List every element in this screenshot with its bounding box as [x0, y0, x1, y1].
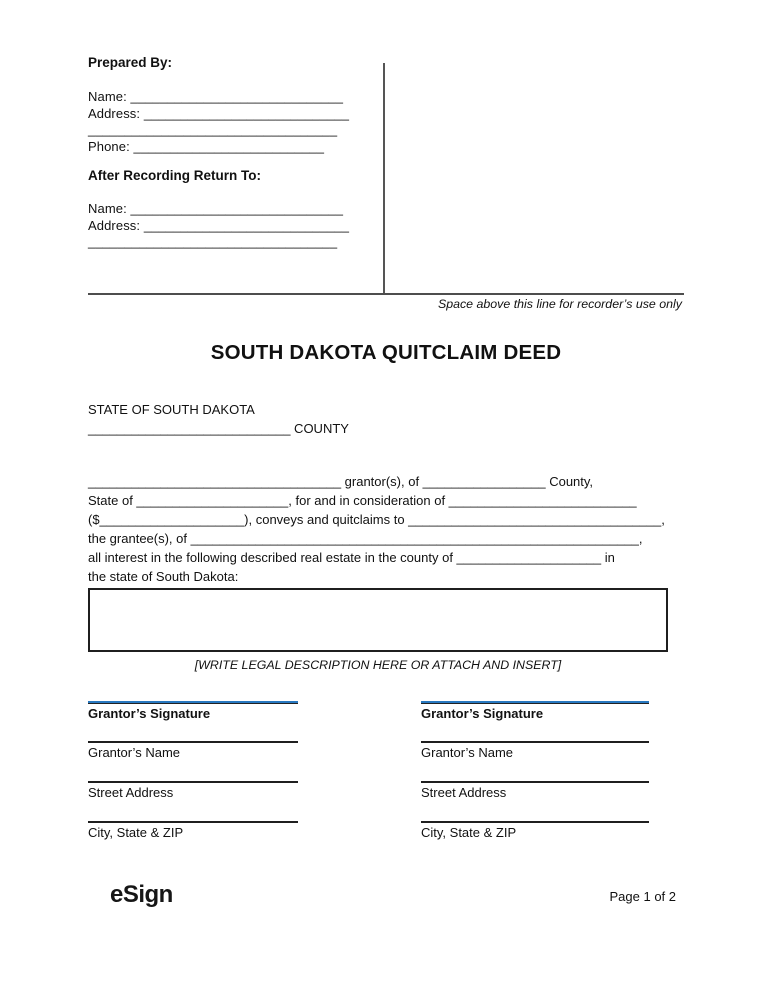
prepared-name-field[interactable]: Name: _____________________________	[88, 89, 344, 104]
street-row	[88, 781, 298, 821]
city-state-zip-label: City, State & ZIP	[88, 825, 184, 840]
page-footer	[88, 880, 684, 910]
prepared-address-field[interactable]: Address: ____________________________	[88, 105, 350, 121]
deed-body-line-6: the state of South Dakota:	[88, 569, 239, 584]
vertical-divider	[383, 63, 385, 293]
street-row	[421, 781, 649, 821]
grantor-signature-block-right	[421, 701, 649, 861]
recorder-left-block	[88, 55, 684, 251]
state-county-block	[88, 400, 684, 438]
deed-body-line-4[interactable]: the grantee(s), of ______________________________________________________________,	[88, 531, 643, 546]
prepared-phone-field[interactable]: Phone: __________________________	[88, 138, 325, 154]
county-field-line[interactable]: ____________________________ COUNTY	[88, 421, 349, 436]
signature-section	[88, 701, 684, 861]
deed-body-line-2[interactable]: State of _____________________, for and in consideration of __________________________	[88, 493, 637, 508]
prepared-address-field-2[interactable]: __________________________________	[88, 122, 338, 137]
city-row	[88, 821, 298, 861]
deed-body-line-1[interactable]: ___________________________________ grantor(s), of _________________ County,	[88, 474, 594, 489]
document-title: SOUTH DAKOTA QUITCLAIM DEED	[210, 341, 562, 364]
recorder-header-section	[88, 55, 684, 295]
page-indicator: Page 1 of 2	[609, 889, 676, 904]
street-address-label: Street Address	[421, 785, 507, 800]
deed-body-line-5[interactable]: all interest in the following described real estate in the county of ____________________ in	[88, 550, 615, 565]
legal-description-note: [WRITE LEGAL DESCRIPTION HERE OR ATTACH AND INSERT]	[194, 658, 562, 672]
grantor-name-label: Grantor’s Name	[421, 745, 513, 760]
street-address-label: Street Address	[88, 785, 174, 800]
name-row	[88, 741, 298, 781]
grantor-signature-label: Grantor’s Signature	[88, 706, 211, 721]
return-to-fields	[88, 201, 684, 251]
after-recording-heading: After Recording Return To:	[88, 168, 261, 183]
return-address-field-2[interactable]: __________________________________	[88, 234, 338, 249]
return-address-field[interactable]: Address: ____________________________	[88, 217, 350, 233]
recorder-use-note: Space above this line for recorder’s use only	[437, 297, 682, 311]
legal-description-box[interactable]	[88, 588, 668, 652]
return-name-field[interactable]: Name: _____________________________	[88, 201, 344, 216]
grantor-name-label: Grantor’s Name	[88, 745, 180, 760]
state-line: STATE OF SOUTH DAKOTA	[88, 402, 255, 417]
grantor-signature-label: Grantor’s Signature	[421, 706, 544, 721]
prepared-by-fields	[88, 89, 684, 155]
signature-row	[88, 701, 298, 741]
deed-body-paragraph	[88, 472, 684, 586]
esign-logo: eSign	[110, 881, 173, 908]
prepared-by-heading: Prepared By:	[88, 55, 173, 70]
name-row	[421, 741, 649, 781]
grantor-signature-block-left	[88, 701, 298, 861]
page-content	[88, 55, 684, 910]
signature-row	[421, 701, 649, 741]
city-row	[421, 821, 649, 861]
deed-body-line-3[interactable]: ($____________________), conveys and quitclaims to ___________________________________,	[88, 512, 665, 527]
city-state-zip-label: City, State & ZIP	[421, 825, 517, 840]
